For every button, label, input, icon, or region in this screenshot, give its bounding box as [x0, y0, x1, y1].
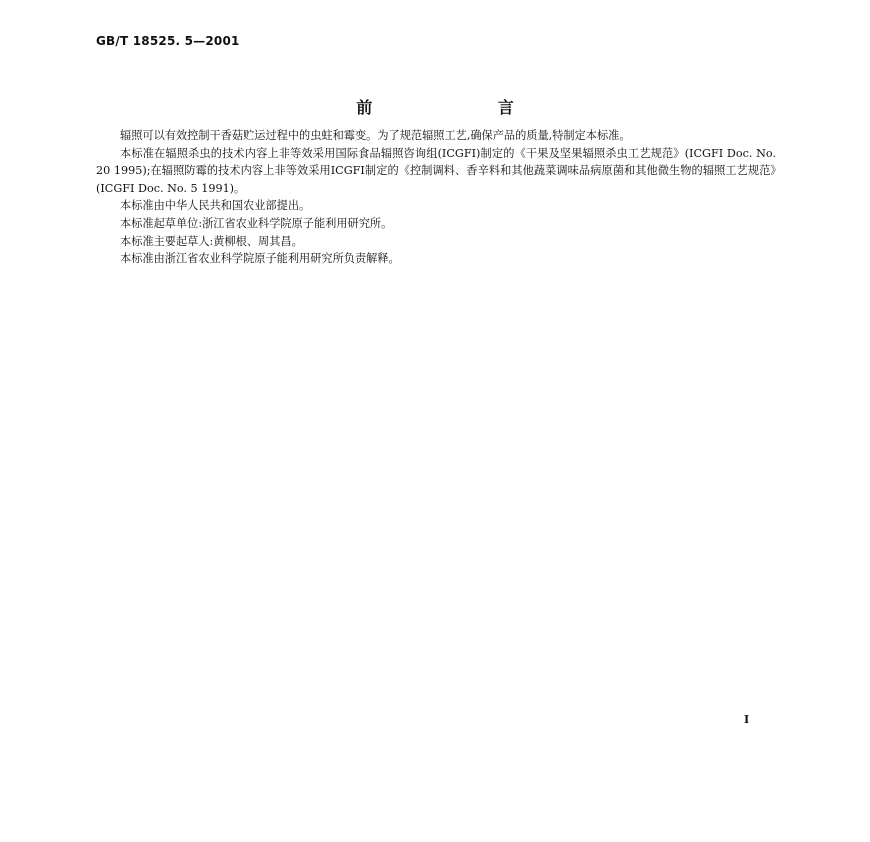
- foreword-body: [96, 127, 776, 268]
- page-title: 前 言: [356, 98, 574, 117]
- paragraph: 本标准主要起草人:黄柳根、周其昌。: [120, 234, 303, 248]
- paragraph: 本标准在辐照杀虫的技术内容上非等效采用国际食品辐照咨询组(ICGFI)制定的《干果及坚果辐照杀虫工艺规范》(ICGFI Doc. No. 20 1995);在辐照防霉的技术内容上非等效采用ICGFI制定的《控制调料、香辛料和其他蔬菜调味品病原菌和其他微生物的辐照工艺规范》(ICGFI Doc. No. 5 1991)。: [96, 146, 776, 195]
- paragraph: 辐照可以有效控制干香菇贮运过程中的虫蛀和霉变。为了规范辐照工艺,确保产品的质量,特制定本标准。: [120, 129, 631, 142]
- standard-number: GB/T 18525. 5—2001: [96, 34, 240, 48]
- page-number: I: [744, 713, 750, 726]
- paragraph: 本标准由浙江省农业科学院原子能利用研究所负责解释。: [120, 252, 400, 266]
- paragraph: 本标准由中华人民共和国农业部提出。: [120, 199, 311, 213]
- paragraph: 本标准起草单位:浙江省农业科学院原子能利用研究所。: [120, 216, 393, 230]
